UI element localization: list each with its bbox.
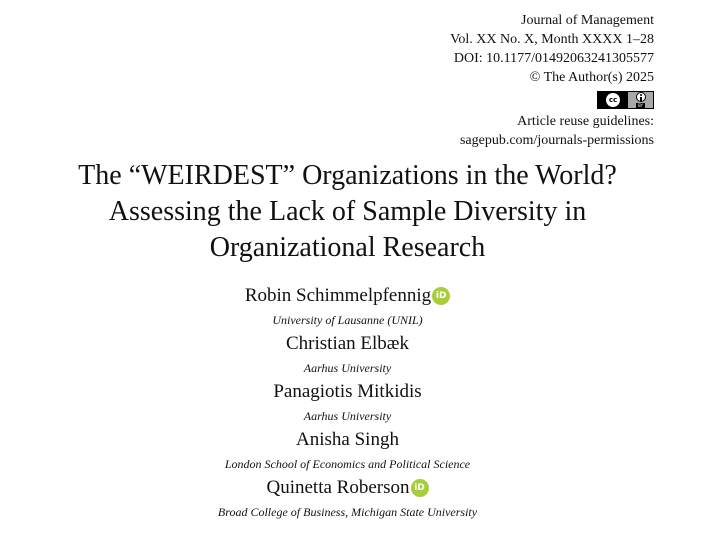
orcid-icon[interactable]: iD — [432, 287, 450, 305]
author-name: Christian Elbæk — [286, 333, 409, 354]
title-line: Organizational Research — [209, 232, 486, 263]
author-affiliation: London School of Economics and Political Science — [224, 457, 471, 471]
article-metadata — [294, 11, 654, 150]
title-line: Assessing the Lack of Sample Diversity in — [108, 196, 587, 227]
reuse-label: Article reuse guidelines: — [517, 114, 654, 129]
author-list — [0, 284, 695, 524]
author-affiliation: Broad College of Business, Michigan State University — [217, 505, 478, 519]
orcid-icon[interactable]: iD — [411, 479, 429, 497]
volume-info: Vol. XX No. X, Month XXXX 1–28 — [450, 32, 654, 47]
doi[interactable]: DOI: 10.1177/01492063241305577 — [453, 51, 654, 66]
journal-name: Journal of Management — [521, 13, 654, 28]
author-name: Robin Schimmelpfennig iD — [0, 284, 695, 308]
cc-by-icon[interactable]: cc BY — [597, 91, 654, 109]
author-affiliation: Aarhus University — [303, 409, 392, 423]
author-affiliation: University of Lausanne (UNIL) — [272, 313, 423, 327]
reuse-link[interactable]: sagepub.com/journals-permissions — [459, 133, 654, 148]
author-name: Quinetta Roberson iD — [0, 476, 695, 500]
author-affiliation: Aarhus University — [303, 361, 392, 375]
author-name: Anisha Singh — [296, 429, 399, 450]
paper-title — [0, 158, 695, 266]
title-line: The “WEIRDEST” Organizations in the World? — [78, 160, 617, 191]
person-icon — [636, 92, 646, 102]
author-name: Panagiotis Mitkidis — [273, 381, 422, 402]
copyright: © The Author(s) 2025 — [529, 70, 654, 85]
